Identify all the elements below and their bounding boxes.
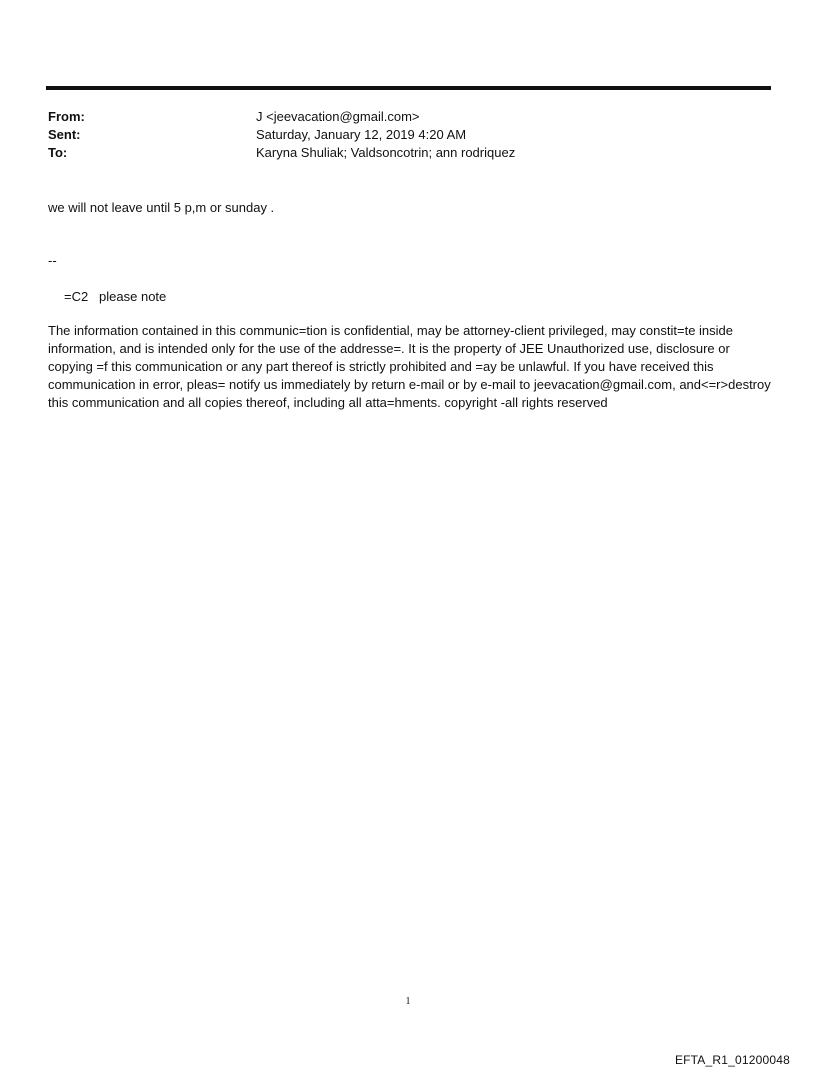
to-value: Karyna Shuliak; Valdsoncotrin; ann rodriquez: [256, 145, 516, 160]
to-row: [48, 144, 768, 162]
document-id: EFTA_R1_01200048: [674, 1053, 790, 1067]
to-label: To:: [48, 145, 68, 160]
email-header: [48, 108, 768, 162]
sent-label: Sent:: [48, 127, 81, 142]
message-text: we will not leave until 5 p,m or sunday .: [48, 200, 275, 215]
confidentiality-disclaimer: The information contained in this communic=tion is confidential, may be attorney-client privileged, may constit=te inside information, and is intended only for the use of the addresse=. It is the property of JEE Unauthorized use, disclosure or copying =f this communication or any part thereof is strictly prohibited and =ay be unlawful. If you have received this communication in error, pleas= notify us immediately by return e-mail or by e-mail to jeevacation@gmail.com, and<=r>destroy this communication and all copies thereof, including all atta=hments. copyright -all rights reserved: [48, 323, 771, 410]
signature-separator: --: [48, 253, 57, 268]
sent-row: [48, 126, 768, 144]
sent-value: Saturday, January 12, 2019 4:20 AM: [256, 127, 467, 142]
page-number: 1: [405, 996, 411, 1007]
note-line: =C2 please note: [64, 289, 167, 304]
header-divider: [46, 86, 771, 90]
from-row: [48, 108, 768, 126]
from-value: J <jeevacation@gmail.com>: [256, 109, 420, 124]
from-label: From:: [48, 109, 85, 124]
